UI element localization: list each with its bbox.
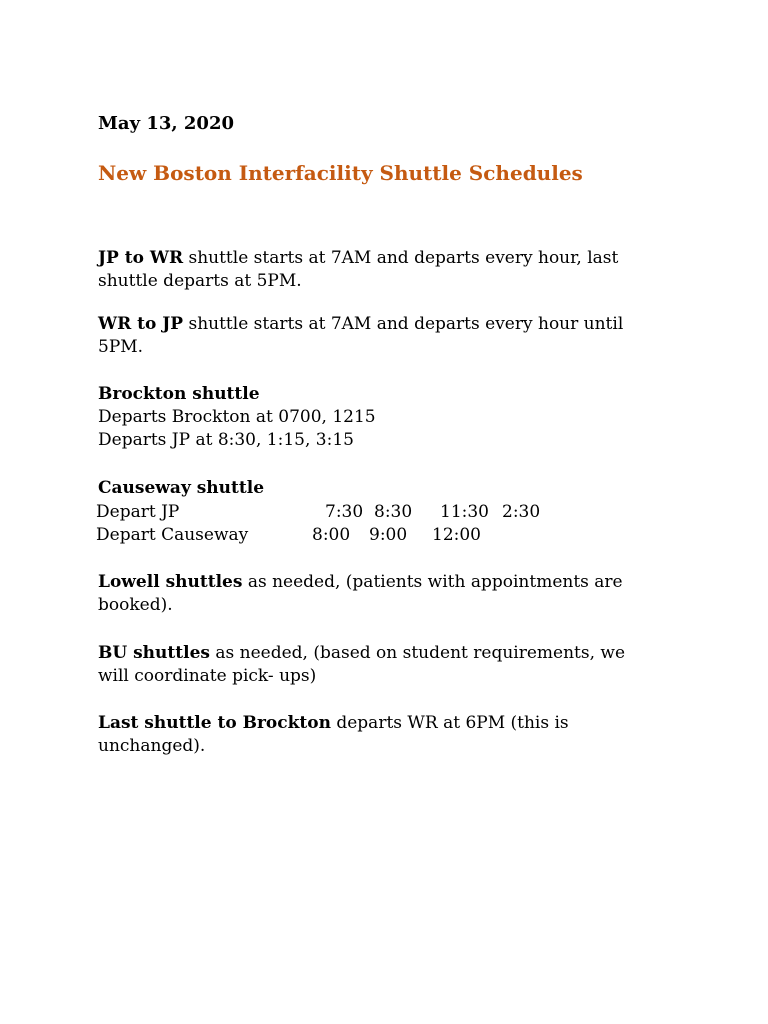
- wr-to-jp-label: WR to JP: [98, 314, 184, 334]
- wr-to-jp-paragraph: [98, 313, 658, 359]
- causeway-time: 9:00: [369, 525, 408, 545]
- lowell-label: Lowell shuttles: [98, 572, 243, 592]
- brockton-line-1: Departs Brockton at 0700, 1215: [98, 407, 376, 427]
- causeway-time: 12:00: [432, 525, 481, 545]
- last-brockton-paragraph: [98, 712, 658, 758]
- causeway-time: 2:30: [502, 502, 541, 522]
- causeway-time: 8:30: [374, 502, 413, 522]
- bu-text-2: will coordinate pick- ups): [98, 666, 317, 686]
- bu-label: BU shuttles: [98, 643, 210, 663]
- bu-text-1: as needed, (based on student requirements, we: [209, 643, 626, 663]
- wr-to-jp-text-1: shuttle starts at 7AM and departs every hour until: [183, 314, 624, 334]
- causeway-time: 7:30: [325, 502, 364, 522]
- causeway-row-label: Depart JP: [96, 502, 180, 522]
- brockton-line-2: Departs JP at 8:30, 1:15, 3:15: [98, 430, 354, 450]
- lowell-text-1: as needed, (patients with appointments are: [242, 572, 623, 592]
- jp-to-wr-text-2: shuttle departs at 5PM.: [98, 271, 302, 291]
- jp-to-wr-text-1: shuttle starts at 7AM and departs every hour, last: [183, 248, 619, 268]
- lowell-text-2: booked).: [98, 595, 173, 615]
- brockton-section: [98, 383, 658, 452]
- document-date: May 13, 2020: [98, 113, 234, 134]
- causeway-row-label: Depart Causeway: [96, 525, 249, 545]
- document-title: New Boston Interfacility Shuttle Schedules: [98, 161, 583, 185]
- wr-to-jp-text-2: 5PM.: [98, 337, 144, 357]
- brockton-heading: Brockton shuttle: [98, 384, 260, 404]
- causeway-row-depart-causeway: [96, 524, 576, 547]
- jp-to-wr-label: JP to WR: [98, 248, 184, 268]
- causeway-section: [98, 477, 658, 500]
- causeway-time: 11:30: [440, 502, 489, 522]
- lowell-paragraph: [98, 571, 658, 617]
- bu-paragraph: [98, 642, 658, 688]
- causeway-time: 8:00: [312, 525, 351, 545]
- causeway-heading: Causeway shuttle: [98, 478, 265, 498]
- last-brockton-text-1: departs WR at 6PM (this is: [330, 713, 569, 733]
- last-brockton-label: Last shuttle to Brockton: [98, 713, 331, 733]
- causeway-row-depart-jp: [96, 501, 576, 524]
- last-brockton-text-2: unchanged).: [98, 736, 206, 756]
- jp-to-wr-paragraph: [98, 247, 658, 293]
